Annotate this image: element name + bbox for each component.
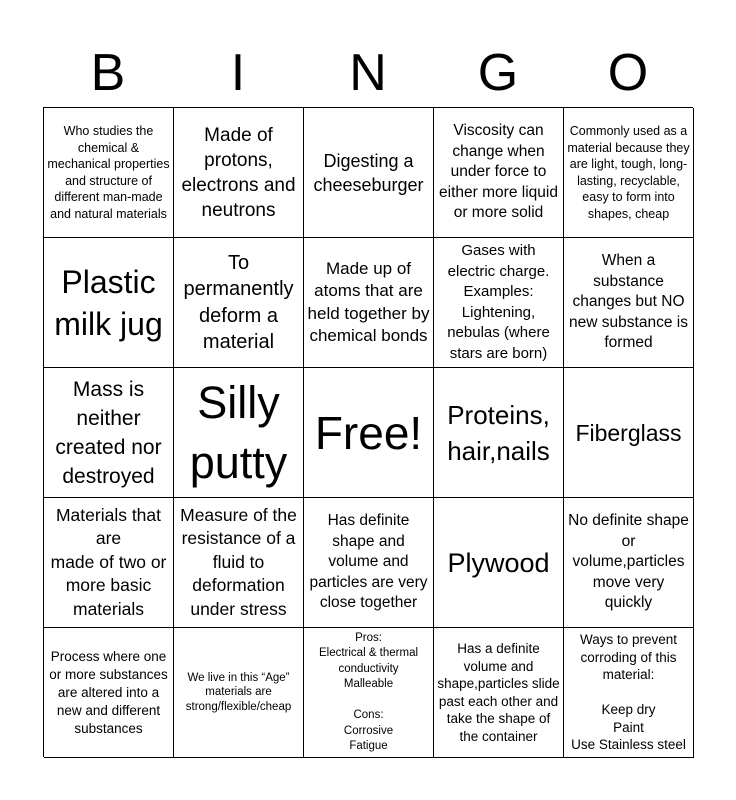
cell-text: Ways to prevent corroding of this material: Keep dry Paint Use Stainless steel xyxy=(571,632,686,753)
header-letter-i: I xyxy=(230,44,246,102)
cell-text: When a substance changes but NO new substance is formed xyxy=(569,252,688,352)
bingo-cell-r2-c5[interactable] xyxy=(564,238,694,368)
bingo-header xyxy=(43,40,693,106)
cell-text: Plywood xyxy=(447,547,550,578)
cell-text: Process where one or more substances are altered into a new and different substances xyxy=(49,648,168,736)
bingo-cell-r3-c5[interactable] xyxy=(564,368,694,498)
cell-text: Materials that are made of two or more basic materials xyxy=(50,504,167,619)
cell-text: Commonly used as a material because they are light, tough, long-lasting, recyclable, easy to form into shapes, cheap xyxy=(567,124,690,221)
cell-text: Fiberglass xyxy=(575,419,682,446)
bingo-cell-r2-c2[interactable] xyxy=(174,238,304,368)
bingo-cell-r3-c4[interactable] xyxy=(434,368,564,498)
cell-text: Has definite shape and volume and particles are very close together xyxy=(309,512,428,612)
cell-text: Silly putty xyxy=(189,376,288,488)
cell-text: Digesting a cheeseburger xyxy=(313,150,424,195)
bingo-cell-r4-c3[interactable] xyxy=(304,498,434,628)
header-letter-b: B xyxy=(90,44,126,102)
cell-text: Proteins, hair,nails xyxy=(447,399,550,466)
bingo-cell-r3-c3-free[interactable] xyxy=(304,368,434,498)
bingo-cell-r1-c4[interactable] xyxy=(434,108,564,238)
cell-text: To permanently deform a material xyxy=(183,251,294,353)
cell-text: Gases with electric charge. Examples: Lightening, nebulas (where stars are born) xyxy=(447,242,550,362)
bingo-cell-r2-c1[interactable] xyxy=(44,238,174,368)
bingo-cell-r4-c5[interactable] xyxy=(564,498,694,628)
bingo-cell-r5-c3[interactable] xyxy=(304,628,434,758)
bingo-cell-r2-c3[interactable] xyxy=(304,238,434,368)
cell-text: Made of protons, electrons and neutrons xyxy=(181,124,296,221)
header-letter-o: O xyxy=(607,44,649,102)
cell-text: Made up of atoms that are held together by chemical bonds xyxy=(307,258,430,345)
cell-text: We live in this “Age” materials are strong/flexible/cheap xyxy=(185,671,292,713)
bingo-cell-r5-c4[interactable] xyxy=(434,628,564,758)
cell-text: No definite shape or volume,particles move very quickly xyxy=(568,512,689,612)
bingo-cell-r1-c2[interactable] xyxy=(174,108,304,238)
bingo-cell-r1-c3[interactable] xyxy=(304,108,434,238)
bingo-grid xyxy=(43,107,693,757)
header-letter-n: N xyxy=(349,44,387,102)
bingo-cell-r3-c2[interactable] xyxy=(174,368,304,498)
cell-text: Plastic milk jug xyxy=(54,263,163,342)
bingo-cell-r2-c4[interactable] xyxy=(434,238,564,368)
bingo-cell-r5-c2[interactable] xyxy=(174,628,304,758)
bingo-cell-r1-c1[interactable] xyxy=(44,108,174,238)
bingo-cell-r1-c5[interactable] xyxy=(564,108,694,238)
bingo-cell-r4-c2[interactable] xyxy=(174,498,304,628)
free-space-text: Free! xyxy=(314,406,423,459)
bingo-cell-r5-c1[interactable] xyxy=(44,628,174,758)
cell-text: Pros: Electrical & thermal conductivity Malleable Cons: Corrosive Fatigue xyxy=(318,631,419,752)
bingo-cell-r5-c5[interactable] xyxy=(564,628,694,758)
cell-text: Measure of the resistance of a fluid to deformation under stress xyxy=(180,504,297,619)
header-letter-g: G xyxy=(477,44,519,102)
cell-text: Viscosity can change when under force to either more liquid or more solid xyxy=(439,122,558,222)
cell-text: Who studies the chemical & mechanical properties and structure of different man-made and natural materials xyxy=(47,124,170,221)
bingo-cell-r3-c1[interactable] xyxy=(44,368,174,498)
bingo-cell-r4-c4[interactable] xyxy=(434,498,564,628)
cell-text: Mass is neither created nor destroyed xyxy=(55,377,162,488)
bingo-cell-r4-c1[interactable] xyxy=(44,498,174,628)
cell-text: Has a definite volume and shape,particles slide past each other and take the shape of the container xyxy=(437,641,560,744)
